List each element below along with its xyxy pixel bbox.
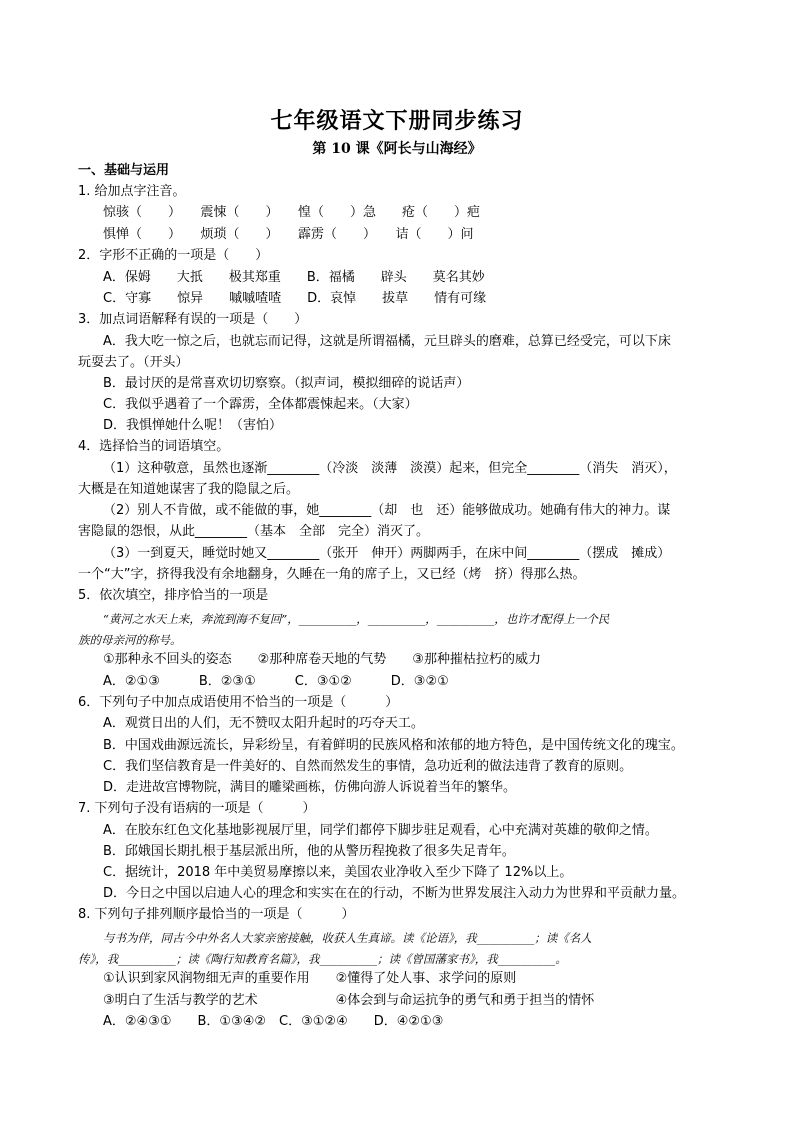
question-3-option-c: C．我似乎遇着了一个霹雳，全体都震悚起来。（大家） (103, 397, 418, 412)
question-5-prompt: 5．依次填空，排序恰当的一项是 (78, 588, 269, 603)
question-6-prompt: 6．下列句子中加点成语使用不恰当的一项是（ ） (78, 695, 399, 710)
question-4-prompt: 4．选择恰当的词语填空。 (78, 439, 230, 454)
lesson-subtitle: 第 10 课《阿长与山海经》 (312, 141, 482, 157)
question-1-row-1: 惊骇（ ） 震悚（ ） 惶（ ）急 疮（ ）疤 (103, 205, 481, 220)
question-8-items-34: ③明白了生活与教学的艺术 ④体会到与命运抗争的勇气和勇于担当的情怀 (103, 993, 595, 1008)
section-heading: 一、基础与运用 (78, 163, 170, 178)
question-3-option-a: A．我大吃一惊之后，也就忘而记得，这就是所谓福橘，元旦辟头的磨难，总算已经受完，可以下床 (103, 334, 671, 349)
question-8-items-12: ①认识到家风润物细无声的重要作用 ②懂得了处人事、求学问的原则 (103, 971, 517, 986)
question-7-prompt: 7. 下列句子没有语病的一项是（ ） (78, 801, 316, 816)
question-6-option-d: D．走进故宫博物院，满目的雕梁画栋，仿佛向游人诉说着当年的繁华。 (103, 780, 517, 795)
question-5-options: A．②①③ B．②③① C．③①② D．③②① (103, 674, 449, 689)
page-title: 七年级语文下册同步练习 (270, 108, 524, 134)
question-5-passage: “黄河之水天上来，奔流到海不复回”，__________，__________，__________，也许才配得上一个民 (103, 612, 610, 626)
question-6-option-c: C．我们坚信教育是一件美好的、自然而然发生的事情，急功近利的做法违背了教育的原则。 (103, 759, 633, 774)
question-5-items: ①那种永不回头的姿态 ②那种席卷天地的气势 ③那种摧枯拉朽的威力 (103, 652, 541, 667)
question-2-option-ab: A．保姆 大扺 极其郑重 B．福橘 辟头 莫名其妙 (103, 270, 485, 285)
question-8-passage: 与书为伴，同古今中外名人大家亲密接触，收获人生真谛。读《论语》，我__________；读《名人 (103, 931, 592, 945)
question-8-passage-cont: 传》，我__________；读《陶行知教育名篇》，我__________；读《曾国藩家书》，我__________。 (78, 952, 567, 966)
question-5-passage-cont: 族的母亲河的称号。 (78, 633, 182, 647)
question-8-prompt: 8. 下列句子排列顺序最恰当的一项是（ ） (78, 907, 355, 922)
question-7-option-a: A．在胶东红色文化基地影视展厅里，同学们都停下脚步驻足观看，心中充满对英雄的敬仰之情。 (103, 823, 658, 838)
question-4-item-1: （1）这种敬意，虽然也逐渐________（冷淡 淡薄 淡漠）起来，但完全________（消失 消灭）， (103, 461, 677, 476)
question-7-option-b: B．邱娥国长期扎根于基层派出所，他的从警历程挽救了很多失足青年。 (103, 844, 515, 859)
question-4-item-2: （2）别人不肯做，或不能做的事，她________（却 也 还）能够做成功。她确有伟大的神力。谋 (103, 503, 671, 518)
question-3-option-b: B．最讨厌的是常喜欢切切察察。（拟声词，模拟细碎的说话声） (103, 376, 470, 391)
question-6-option-a: A．观赏日出的人们，无不赞叹太阳升起时的巧夺天工。 (103, 716, 424, 731)
question-8-options: A．②④③① B．①③④② C．③①②④ D．④②①③ (103, 1014, 444, 1029)
question-4-item-2-cont: 害隐鼠的怨恨，从此________（基本 全部 完全）消灭了。 (78, 524, 430, 539)
question-1-prompt: 1. 给加点字注音。 (78, 184, 186, 199)
question-1-row-2: 惧惮（ ） 烦琐（ ） 霹雳（ ） 诘（ ）问 (103, 227, 474, 242)
question-4-item-3: （3）一到夏天，睡觉时她又________（张开 伸开）两脚两手，在床中间________（摆成 摊成） (103, 546, 671, 561)
question-3-option-d: D．我惧惮她什么呢！（害怕） (103, 418, 283, 433)
question-7-option-d: D．今日之中国以启迪人心的理念和实实在在的行动，不断为世界发展注入动力为世界和平贡献力量。 (103, 886, 686, 901)
question-2-option-cd: C．守寡 惊异 嘁嘁喳喳 D．哀悼 拔草 情有可缘 (103, 291, 487, 306)
question-6-option-b: B．中国戏曲源远流长，异彩纷呈，有着鲜明的民族风格和浓郁的地方特色，是中国传统文化的瑰宝。 (103, 738, 684, 753)
question-2-prompt: 2．字形不正确的一项是（ ） (78, 248, 269, 263)
question-4-item-1-cont: 大概是在知道她谋害了我的隐鼠之后。 (78, 482, 300, 497)
question-3-option-a-cont: 玩耍去了。（开头） (78, 355, 189, 370)
question-7-option-c: C．据统计，2018 年中美贸易摩擦以来，美国农业净收入至少下降了 12%以上。 (103, 865, 573, 880)
question-4-item-3-cont: 一个“大”字，挤得我没有余地翻身，久睡在一角的席子上，又已经（烤 挤）得那么热。 (78, 567, 586, 582)
question-3-prompt: 3．加点词语解释有误的一项是（ ） (78, 312, 308, 327)
